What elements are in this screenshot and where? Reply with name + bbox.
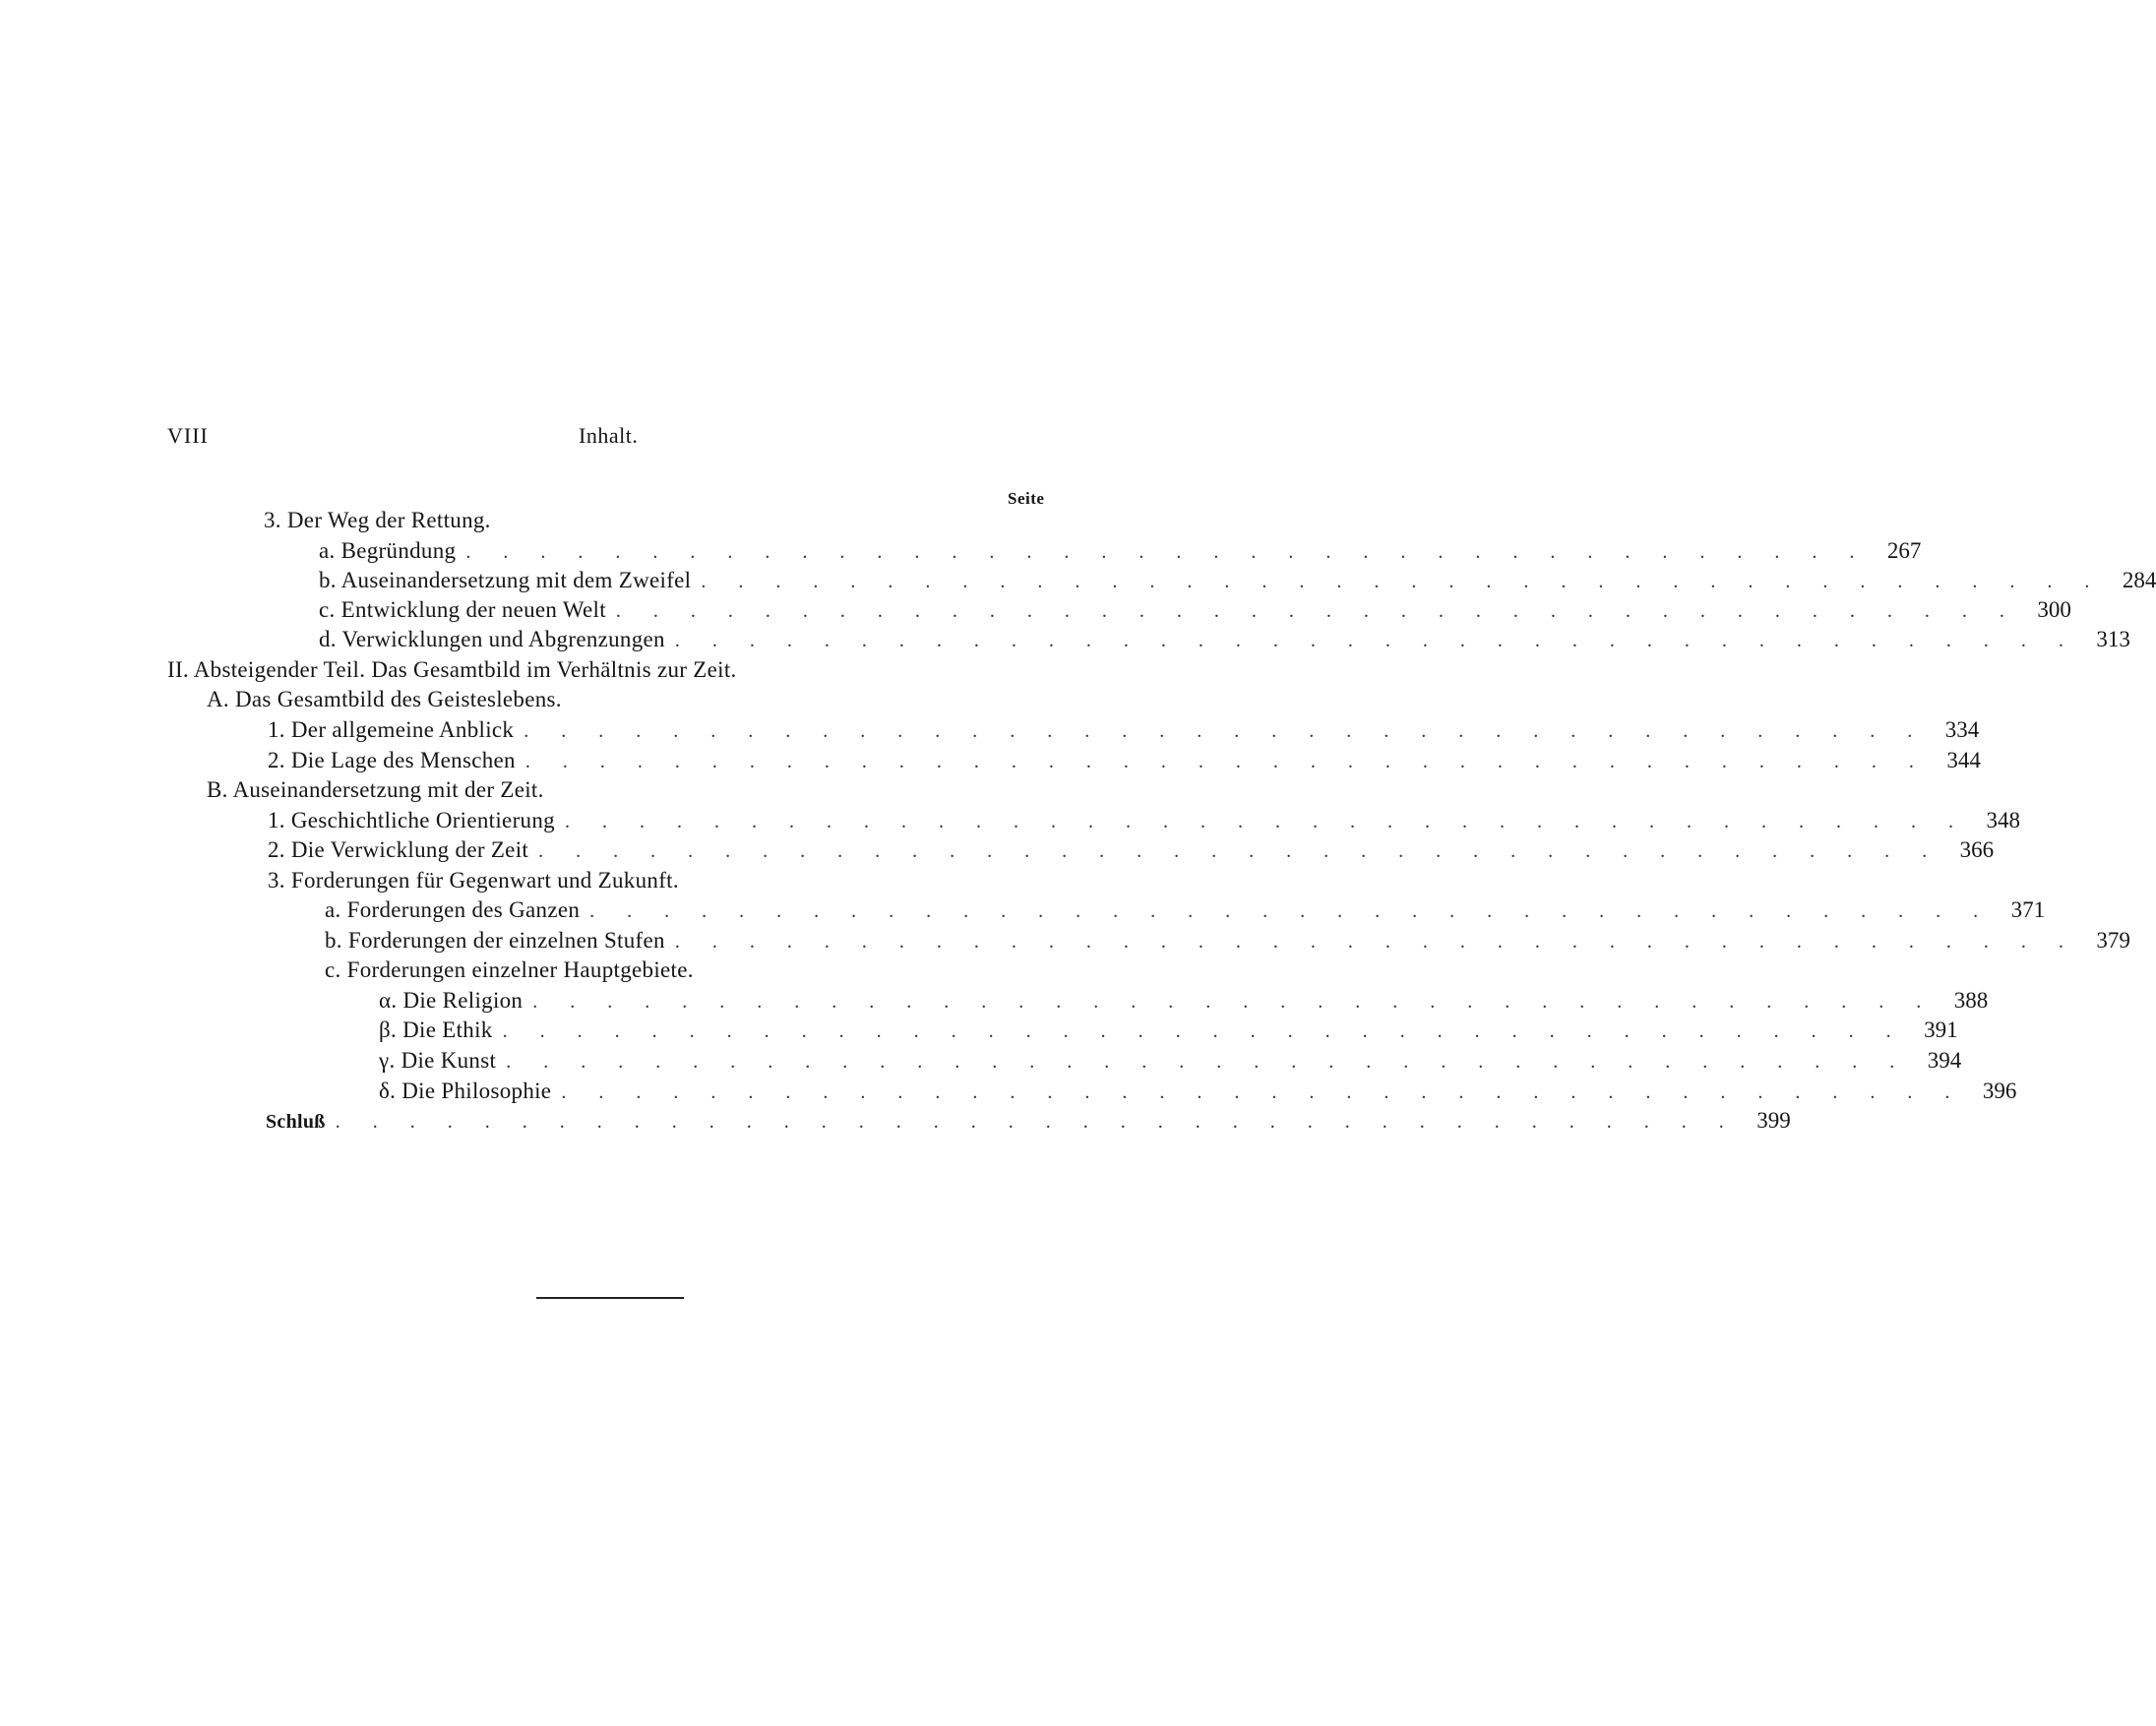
toc-entry-page: 371 — [2010, 897, 2046, 922]
toc-entry-page: 284 — [2122, 568, 2156, 592]
running-title: Inhalt. — [579, 423, 639, 448]
dot-leaders: . . . . . . . . . . . . . . . . . . . . . . . . . . . . . . . . . . . . . . — [524, 751, 1928, 772]
toc-entry-page: 399 — [1756, 1108, 1791, 1133]
toc-entry-page: 366 — [1959, 837, 1995, 862]
dot-leaders: . . . . . . . . . . . . . . . . . . . . . . . . . . . . . . . . . . . . . . — [465, 541, 1869, 563]
dot-leaders: . . . . . . . . . . . . . . . . . . . . . . . . . . . . . . . . . . . . . . — [524, 720, 1927, 742]
dot-leaders: . . . . . . . . . . . . . . . . . . . . . . . . . . . . . . . . . . . . . . — [506, 1051, 1909, 1073]
toc-entry — [325, 897, 2046, 927]
dot-leaders: . . . . . . . . . . . . . . . . . . . . . . . . . . . . . . . . . . . . . . — [564, 811, 1967, 832]
toc-entry — [268, 808, 2020, 837]
toc-entry-label: c. Forderungen einzelner Hauptgebiete. — [325, 957, 694, 982]
toc-entry — [325, 957, 1054, 987]
toc-entry-label: Schluß — [266, 1111, 326, 1133]
dot-leaders: . . . . . . . . . . . . . . . . . . . . . . . . . . . . . . . . . . . . . . — [538, 840, 1941, 862]
toc-entry — [268, 868, 1054, 897]
toc-entry — [207, 687, 1054, 716]
dot-leaders: . . . . . . . . . . . . . . . . . . . . . . . . . . . . . . . . . . . . . . — [502, 1020, 1905, 1042]
toc-entry-label: γ. Die Kunst — [379, 1048, 497, 1073]
toc-entry-page: 396 — [1982, 1079, 2017, 1103]
toc-entry — [264, 508, 1044, 537]
toc-entry-label: 2. Die Lage des Menschen — [268, 748, 516, 772]
toc-entry — [268, 717, 1980, 747]
toc-entry-page: 313 — [2096, 627, 2130, 651]
dot-leaders: . . . . . . . . . . . . . . . . . . . . . . . . . . . . . . . . . . . . . . — [701, 571, 2104, 592]
dot-leaders: . . . . . . . . . . . . . . . . . . . . . . . . . . . . . . . . . . . . . . — [589, 900, 1993, 922]
toc-entry-page: 348 — [1986, 808, 2020, 832]
dot-leaders: . . . . . . . . . . . . . . . . . . . . . . . . . . . . . . . . . . . . . . — [674, 630, 2077, 651]
toc-entry — [379, 1017, 1958, 1047]
toc-entry-label: II. Absteigender Teil. Das Gesamtbild im Verhältnis zur Zeit. — [167, 657, 737, 682]
toc-entry — [319, 597, 2071, 627]
toc-entry — [379, 988, 1989, 1017]
toc-entry-label: A. Das Gesamtbild des Geisteslebens. — [207, 687, 562, 711]
toc-entry-label: 2. Die Verwicklung der Zeit — [268, 837, 529, 862]
toc-entry-label: 1. Der allgemeine Anblick — [268, 717, 515, 742]
dot-leaders: . . . . . . . . . . . . . . . . . . . . . . . . . . . . . . . . . . . . . . — [532, 991, 1936, 1013]
dot-leaders: . . . . . . . . . . . . . . . . . . . . . . . . . . . . . . . . . . . . . . — [674, 931, 2077, 953]
toc-entry — [266, 1108, 1791, 1138]
page-column-label: Seite — [1008, 489, 1045, 508]
dot-leaders: . . . . . . . . . . . . . . . . . . . . . . . . . . . . . . . . . . . . . . — [335, 1111, 1738, 1133]
toc-entry-page: 344 — [1946, 748, 1981, 772]
toc-entry-label: β. Die Ethik — [379, 1017, 493, 1042]
toc-entry-page: 300 — [2037, 597, 2071, 622]
toc-entry — [268, 748, 1981, 777]
toc-entry-page: 388 — [1953, 988, 1989, 1013]
toc-entry-label: a. Begründung — [319, 538, 457, 563]
toc-entry-label: d. Verwicklungen und Abgrenzungen — [319, 627, 665, 651]
closing-rule — [536, 1297, 684, 1299]
toc-entry — [167, 657, 1054, 687]
toc-entry-label: a. Forderungen des Ganzen — [325, 897, 581, 922]
toc-entry-label: B. Auseinandersetzung mit der Zeit. — [207, 777, 544, 802]
toc-entry-label: c. Entwicklung der neuen Welt — [319, 597, 606, 622]
toc-entry-label: 3. Der Weg der Rettung. — [264, 508, 491, 532]
toc-entry — [379, 1048, 1962, 1078]
dot-leaders: . . . . . . . . . . . . . . . . . . . . . . . . . . . . . . . . . . . . . . — [561, 1081, 1964, 1103]
toc-entry-label: b. Auseinandersetzung mit dem Zweifel — [319, 568, 692, 592]
toc-entry-page: 394 — [1927, 1048, 1962, 1073]
toc-entry-page: 379 — [2096, 928, 2130, 953]
toc-entry — [319, 538, 1922, 568]
toc-entry — [325, 928, 2130, 957]
toc-entry — [379, 1079, 2017, 1108]
toc-entry-label: b. Forderungen der einzelnen Stufen — [325, 928, 665, 953]
toc-entry-page: 391 — [1924, 1017, 1958, 1042]
toc-entry — [207, 777, 1054, 807]
toc-entry-page: 267 — [1886, 538, 1922, 563]
dot-leaders: . . . . . . . . . . . . . . . . . . . . . . . . . . . . . . . . . . . . . . — [615, 600, 2018, 622]
toc-entry — [319, 627, 2130, 656]
toc-entry-label: α. Die Religion — [379, 988, 524, 1013]
toc-entry-page: 334 — [1944, 717, 1980, 742]
toc-entry-label: 1. Geschichtliche Orientierung — [268, 808, 555, 832]
page-number: VIII — [167, 423, 209, 448]
toc-entry-label: 3. Forderungen für Gegenwart und Zukunft. — [268, 868, 679, 893]
toc-entry — [268, 837, 1995, 867]
toc-entry — [319, 568, 2156, 597]
toc-entry-label: δ. Die Philosophie — [379, 1079, 552, 1103]
